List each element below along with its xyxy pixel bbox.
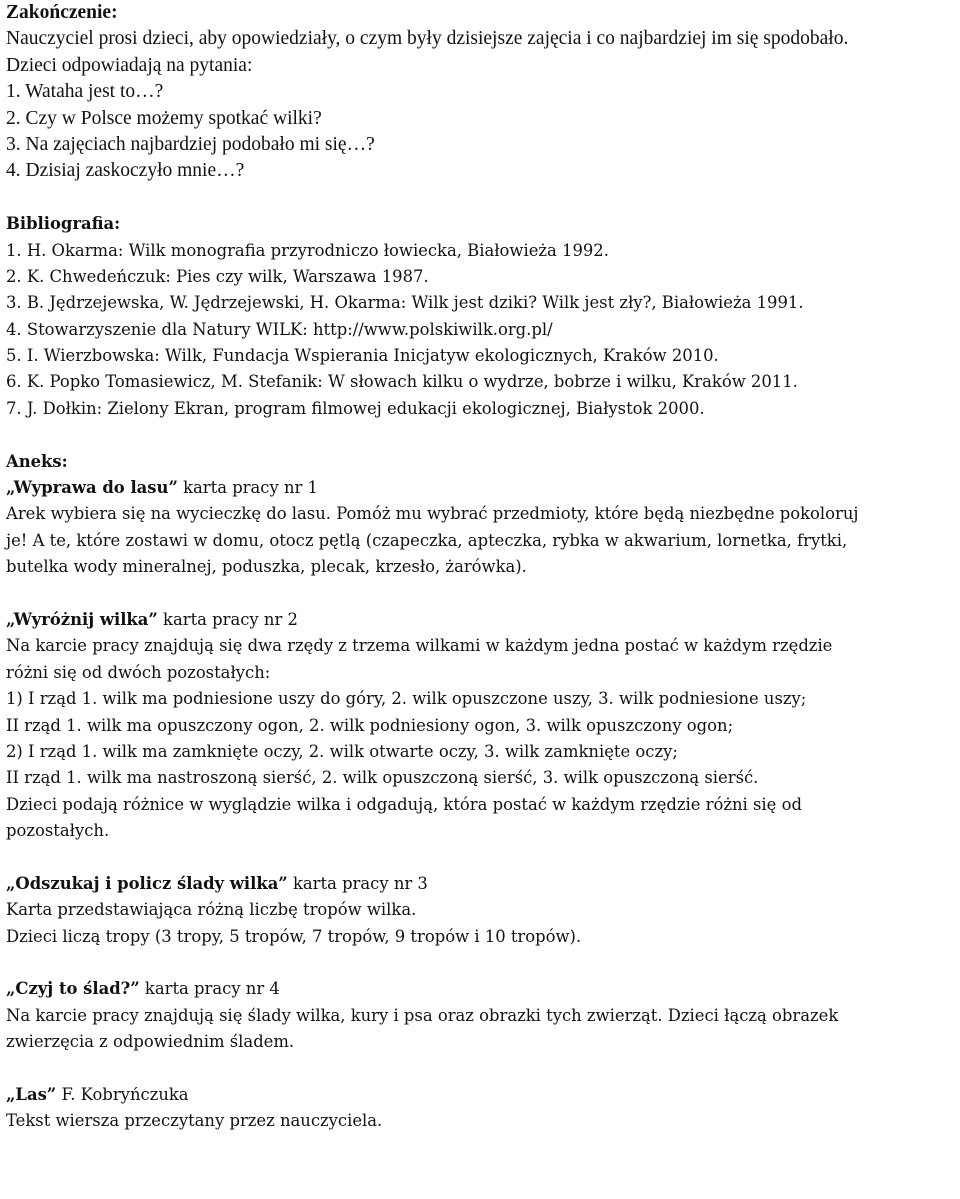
bibliography-item: 7. J. Dołkin: Zielony Ekran, program filmowej edukacji ekologicznej, Białystok 2000. — [6, 398, 705, 418]
karta-2-line: różni się od dwóch pozostałych: — [6, 662, 271, 682]
las-line: Tekst wiersza przeczytany przez nauczyciela. — [6, 1111, 383, 1131]
karta-1-title-line — [6, 475, 954, 501]
karta-1-line: Arek wybiera się na wycieczkę do lasu. Pomóż mu wybrać przedmioty, które będą niezbędne pokoloruj — [6, 504, 859, 524]
bibliography-item: 4. Stowarzyszenie dla Natury WILK: http://www.polskiwilk.org.pl/ — [6, 319, 553, 339]
karta-4-line: Na karcie pracy znajdują się ślady wilka, kury i psa oraz obrazki tych zwierząt. Dzieci łączą obrazek — [6, 1005, 839, 1025]
zakonczenie-line: Nauczyciel prosi dzieci, aby opowiedziały, o czym były dzisiejsze zajęcia i co najbardziej im się spodobało. — [6, 28, 849, 50]
zakonczenie-line: Dzieci odpowiadają na pytania: — [6, 54, 253, 76]
karta-4-title-line — [6, 976, 954, 1002]
las-suffix: F. Kobryńczuka — [56, 1085, 189, 1105]
karta-4-line: zwierzęcia z odpowiednim śladem. — [6, 1032, 295, 1052]
karta-4-suffix: karta pracy nr 4 — [139, 979, 280, 999]
bibliography-item: 3. B. Jędrzejewska, W. Jędrzejewski, H. Okarma: Wilk jest dziki? Wilk jest zły?, Białowieża 1991. — [6, 293, 804, 313]
karta-4-title: „Czyj to ślad?” — [6, 979, 140, 999]
bibliography-item: 5. I. Wierzbowska: Wilk, Fundacja Wspierania Inicjatyw ekologicznych, Kraków 2010. — [6, 346, 719, 366]
spacer — [6, 581, 954, 607]
aneks-heading: Aneks: — [6, 451, 68, 471]
spacer — [6, 185, 954, 211]
karta-1-suffix: karta pracy nr 1 — [177, 478, 318, 498]
bibliography-item: 1. H. Okarma: Wilk monografia przyrodniczo łowiecka, Białowieża 1992. — [6, 240, 609, 260]
spacer — [6, 422, 954, 448]
karta-2-title: „Wyróżnij wilka” — [6, 609, 158, 629]
karta-1-line: butelka wody mineralnej, poduszka, plecak, krzesło, żarówka). — [6, 557, 527, 577]
karta-2-line: II rząd 1. wilk ma nastroszoną sierść, 2. wilk opuszczoną sierść, 3. wilk opuszczoną sierść. — [6, 768, 759, 788]
karta-3-title-line — [6, 871, 954, 897]
karta-2-suffix: karta pracy nr 2 — [157, 609, 298, 629]
zakonczenie-section — [6, 0, 954, 185]
karta-3-suffix: karta pracy nr 3 — [287, 873, 428, 893]
karta-2-line: Na karcie pracy znajdują się dwa rzędy z trzema wilkami w każdym jedna postać w każdym rzędzie — [6, 636, 833, 656]
aneks-section — [6, 449, 954, 1135]
karta-2-line: II rząd 1. wilk ma opuszczony ogon, 2. wilk podniesiony ogon, 3. wilk opuszczony ogon; — [6, 715, 734, 735]
karta-1-line: je! A te, które zostawi w domu, otocz pętlą (czapeczka, apteczka, rybka w akwarium, lornetka, frytki, — [6, 530, 848, 550]
karta-3-line: Dzieci liczą tropy (3 tropy, 5 tropów, 7 tropów, 9 tropów i 10 tropów). — [6, 926, 582, 946]
bibliography-item: 2. K. Chwedeńczuk: Pies czy wilk, Warszawa 1987. — [6, 266, 429, 286]
zakonczenie-heading: Zakończenie: — [6, 2, 118, 23]
bibliografia-heading: Bibliografia: — [6, 214, 121, 234]
las-title: „Las” — [6, 1085, 57, 1105]
spacer — [6, 1056, 954, 1082]
karta-2-line: 2) I rząd 1. wilk ma zamknięte oczy, 2. wilk otwarte oczy, 3. wilk zamknięte oczy; — [6, 741, 678, 761]
karta-1-title: „Wyprawa do lasu” — [6, 478, 178, 498]
question-item: 3. Na zajęciach najbardziej podobało mi się…? — [6, 133, 375, 155]
bibliografia-section — [6, 211, 954, 422]
karta-3-title: „Odszukaj i policz ślady wilka” — [6, 873, 288, 893]
karta-2-title-line — [6, 607, 954, 633]
question-item: 4. Dzisiaj zaskoczyło mnie…? — [6, 160, 245, 182]
las-title-line — [6, 1082, 954, 1108]
question-item: 1. Wataha jest to…? — [6, 81, 164, 103]
spacer — [6, 845, 954, 871]
question-item: 2. Czy w Polsce możemy spotkać wilki? — [6, 107, 322, 129]
karta-2-line: pozostałych. — [6, 821, 110, 841]
karta-3-line: Karta przedstawiająca różną liczbę tropów wilka. — [6, 900, 417, 920]
karta-2-line: Dzieci podają różnice w wyglądzie wilka i odgadują, która postać w każdym rzędzie różni się od — [6, 794, 802, 814]
bibliography-item: 6. K. Popko Tomasiewicz, M. Stefanik: W słowach kilku o wydrze, bobrze i wilku, Kraków 2011. — [6, 372, 798, 392]
karta-2-line: 1) I rząd 1. wilk ma podniesione uszy do góry, 2. wilk opuszczone uszy, 3. wilk podniesione uszy; — [6, 689, 807, 709]
spacer — [6, 950, 954, 976]
